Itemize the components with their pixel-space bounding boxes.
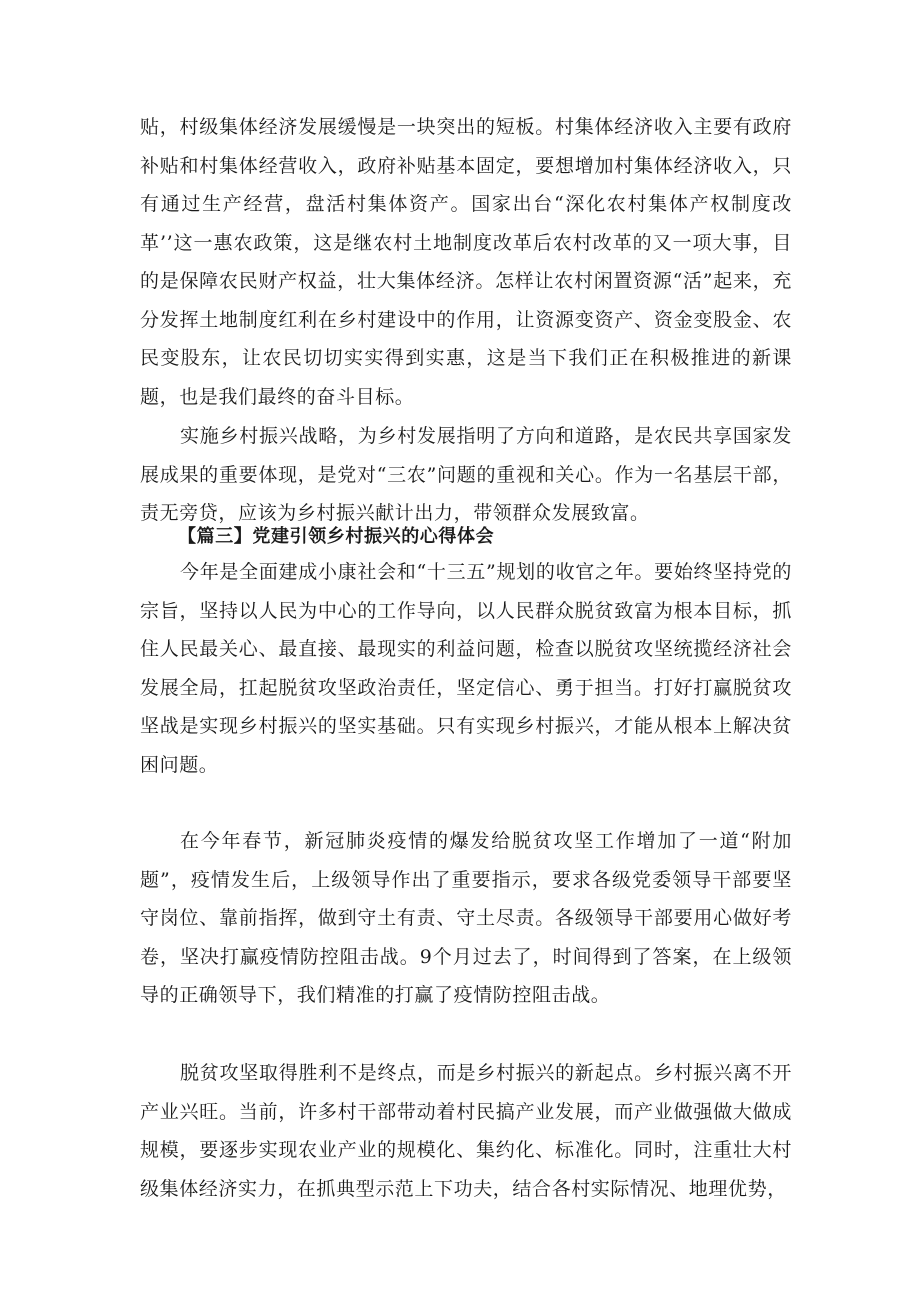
paragraph-epidemic-prevention: 在今年春节，新冠肺炎疫情的爆发给脱贫攻坚工作增加了一道“附加题”，疫情发生后，上级领导作出了重要指示，要求各级党委领导干部要坚守岗位、靠前指挥，做到守土有责、守土尽责。各级领导干部要用心做好考卷，坚决打赢疫情防控阻击战。9个月过去了，时间得到了答案，在上级领导的正确领导下，我们精准的打赢了疫情防控阻击战。 xyxy=(140,830,792,1006)
paragraph-industry-development: 脱贫攻坚取得胜利不是终点，而是乡村振兴的新起点。乡村振兴离不开产业兴旺。当前，许多村干部带动着村民搞产业发展，而产业做强做大做成规模，要逐步实现农业产业的规模化、集约化、标准化。同时，注重壮大村级集体经济实力，在抓典型示范上下功夫，结合各村实际情况、地理优势， xyxy=(140,1062,792,1200)
paragraph-continuation: 贴，村级集体经济发展缓慢是一块突出的短板。村集体经济收入主要有政府补贴和村集体经营收入，政府补贴基本固定，要想增加村集体经济收入，只有通过生产经营，盘活村集体资产。国家出台“深化农村集体产权制度改革’’这一惠农政策，这是继农村土地制度改革后农村改革的又一项大事，目的是保障农民财产权益，壮大集体经济。怎样让农村闲置资源“活”起来，充分发挥土地制度红利在乡村建设中的作用，让资源变资产、资金变股金、农民变股东，让农民切切实实得到实惠，这是当下我们正在积极推进的新课题，也是我们最终的奋斗目标。 xyxy=(140,116,792,408)
paragraph-rural-revitalization-strategy: 实施乡村振兴战略，为乡村发展指明了方向和道路，是农民共享国家发展成果的重要体现，是党对“三农”问题的重视和关心。作为一名基层干部，责无旁贷，应该为乡村振兴献计出力，带领群众发展致富。 xyxy=(140,425,792,524)
section-heading: 【篇三】党建引领乡村振兴的心得体会 xyxy=(178,526,495,547)
paragraph-poverty-alleviation: 今年是全面建成小康社会和“十三五”规划的收官之年。要始终坚持党的宗旨，坚持以人民为中心的工作导向，以人民群众脱贫致富为根本目标，抓住人民最关心、最直接、最现实的利益问题，检查以脱贫攻坚统揽经济社会发展全局，扛起脱贫攻坚政治责任，坚定信心、勇于担当。打好打赢脱贫攻坚战是实现乡村振兴的坚实基础。只有实现乡村振兴，才能从根本上解决贫困问题。 xyxy=(140,561,792,776)
